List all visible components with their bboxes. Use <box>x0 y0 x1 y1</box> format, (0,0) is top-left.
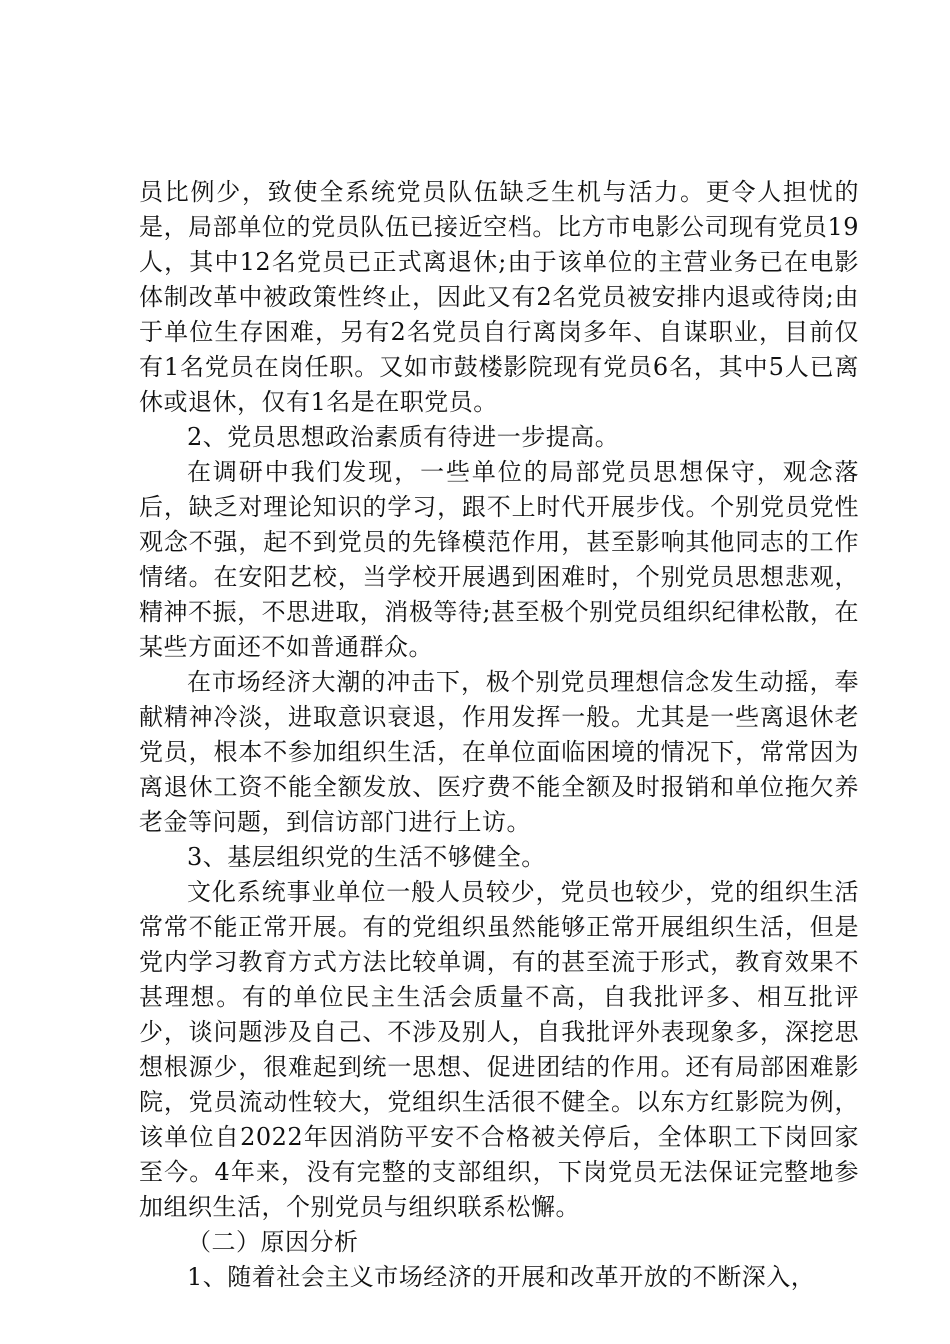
paragraph-research-findings: 在调研中我们发现，一些单位的局部党员思想保守，观念落后，缺乏对理论知识的学习，跟不上时代开展步伐。个别党员党性观念不强，起不到党员的先锋模范作用，甚至影响其他同志的工作情绪。在安阳艺校，当学校开展遇到困难时，个别党员思想悲观，精神不振，不思进取，消极等待;甚至极个别党员组织纪律松散，在某些方面还不如普通群众。 <box>139 458 859 661</box>
paragraph-market-economy-impact: 在市场经济大潮的冲击下，极个别党员理想信念发生动摇，奉献精神冷淡，进取意识衰退，作用发挥一般。尤其是一些离退休老党员，根本不参加组织生活，在单位面临困境的情况下，常常因为离退休工资不能全额发放、医疗费不能全额及时报销和单位拖欠养老金等问题，到信访部门进行上访。 <box>139 668 859 836</box>
heading-ideological-quality: 2、党员思想政治素质有待进一步提高。 <box>187 423 620 451</box>
heading-organization-life: 3、基层组织党的生活不够健全。 <box>187 843 546 871</box>
document-body <box>139 175 859 1295</box>
paragraph-party-member-shortage: 员比例少，致使全系统党员队伍缺乏生机与活力。更令人担忧的是，局部单位的党员队伍已接近空档。比方市电影公司现有党员19人，其中12名党员已正式离退休;由于该单位的主营业务已在电影体制改革中被政策性终止，因此又有2名党员被安排内退或待岗;由于单位生存困难，另有2名党员自行离岗多年、自谋职业，目前仅有1名党员在岗任职。又如市鼓楼影院现有党员6名，其中5人已离休或退休，仅有1名是在职党员。 <box>139 178 859 416</box>
heading-cause-analysis: （二）原因分析 <box>187 1228 359 1256</box>
paragraph-organization-life-details: 文化系统事业单位一般人员较少，党员也较少，党的组织生活常常不能正常开展。有的党组织虽然能够正常开展组织生活，但是党内学习教育方式方法比较单调，有的甚至流于形式，教育效果不甚理想。有的单位民主生活会质量不高，自我批评多、相互批评少，谈问题涉及自己、不涉及别人，自我批评外表现象多，深挖思想根源少，很难起到统一思想、促进团结的作用。还有局部困难影院，党员流动性较大，党组织生活很不健全。以东方红影院为例，该单位自2022年因消防平安不合格被关停后，全体职工下岗回家至今。4年来，没有完整的支部组织，下岗党员无法保证完整地参加组织生活，个别党员与组织联系松懈。 <box>139 878 859 1221</box>
paragraph-cause-one: 1、随着社会主义市场经济的开展和改革开放的不断深入， <box>187 1263 816 1291</box>
